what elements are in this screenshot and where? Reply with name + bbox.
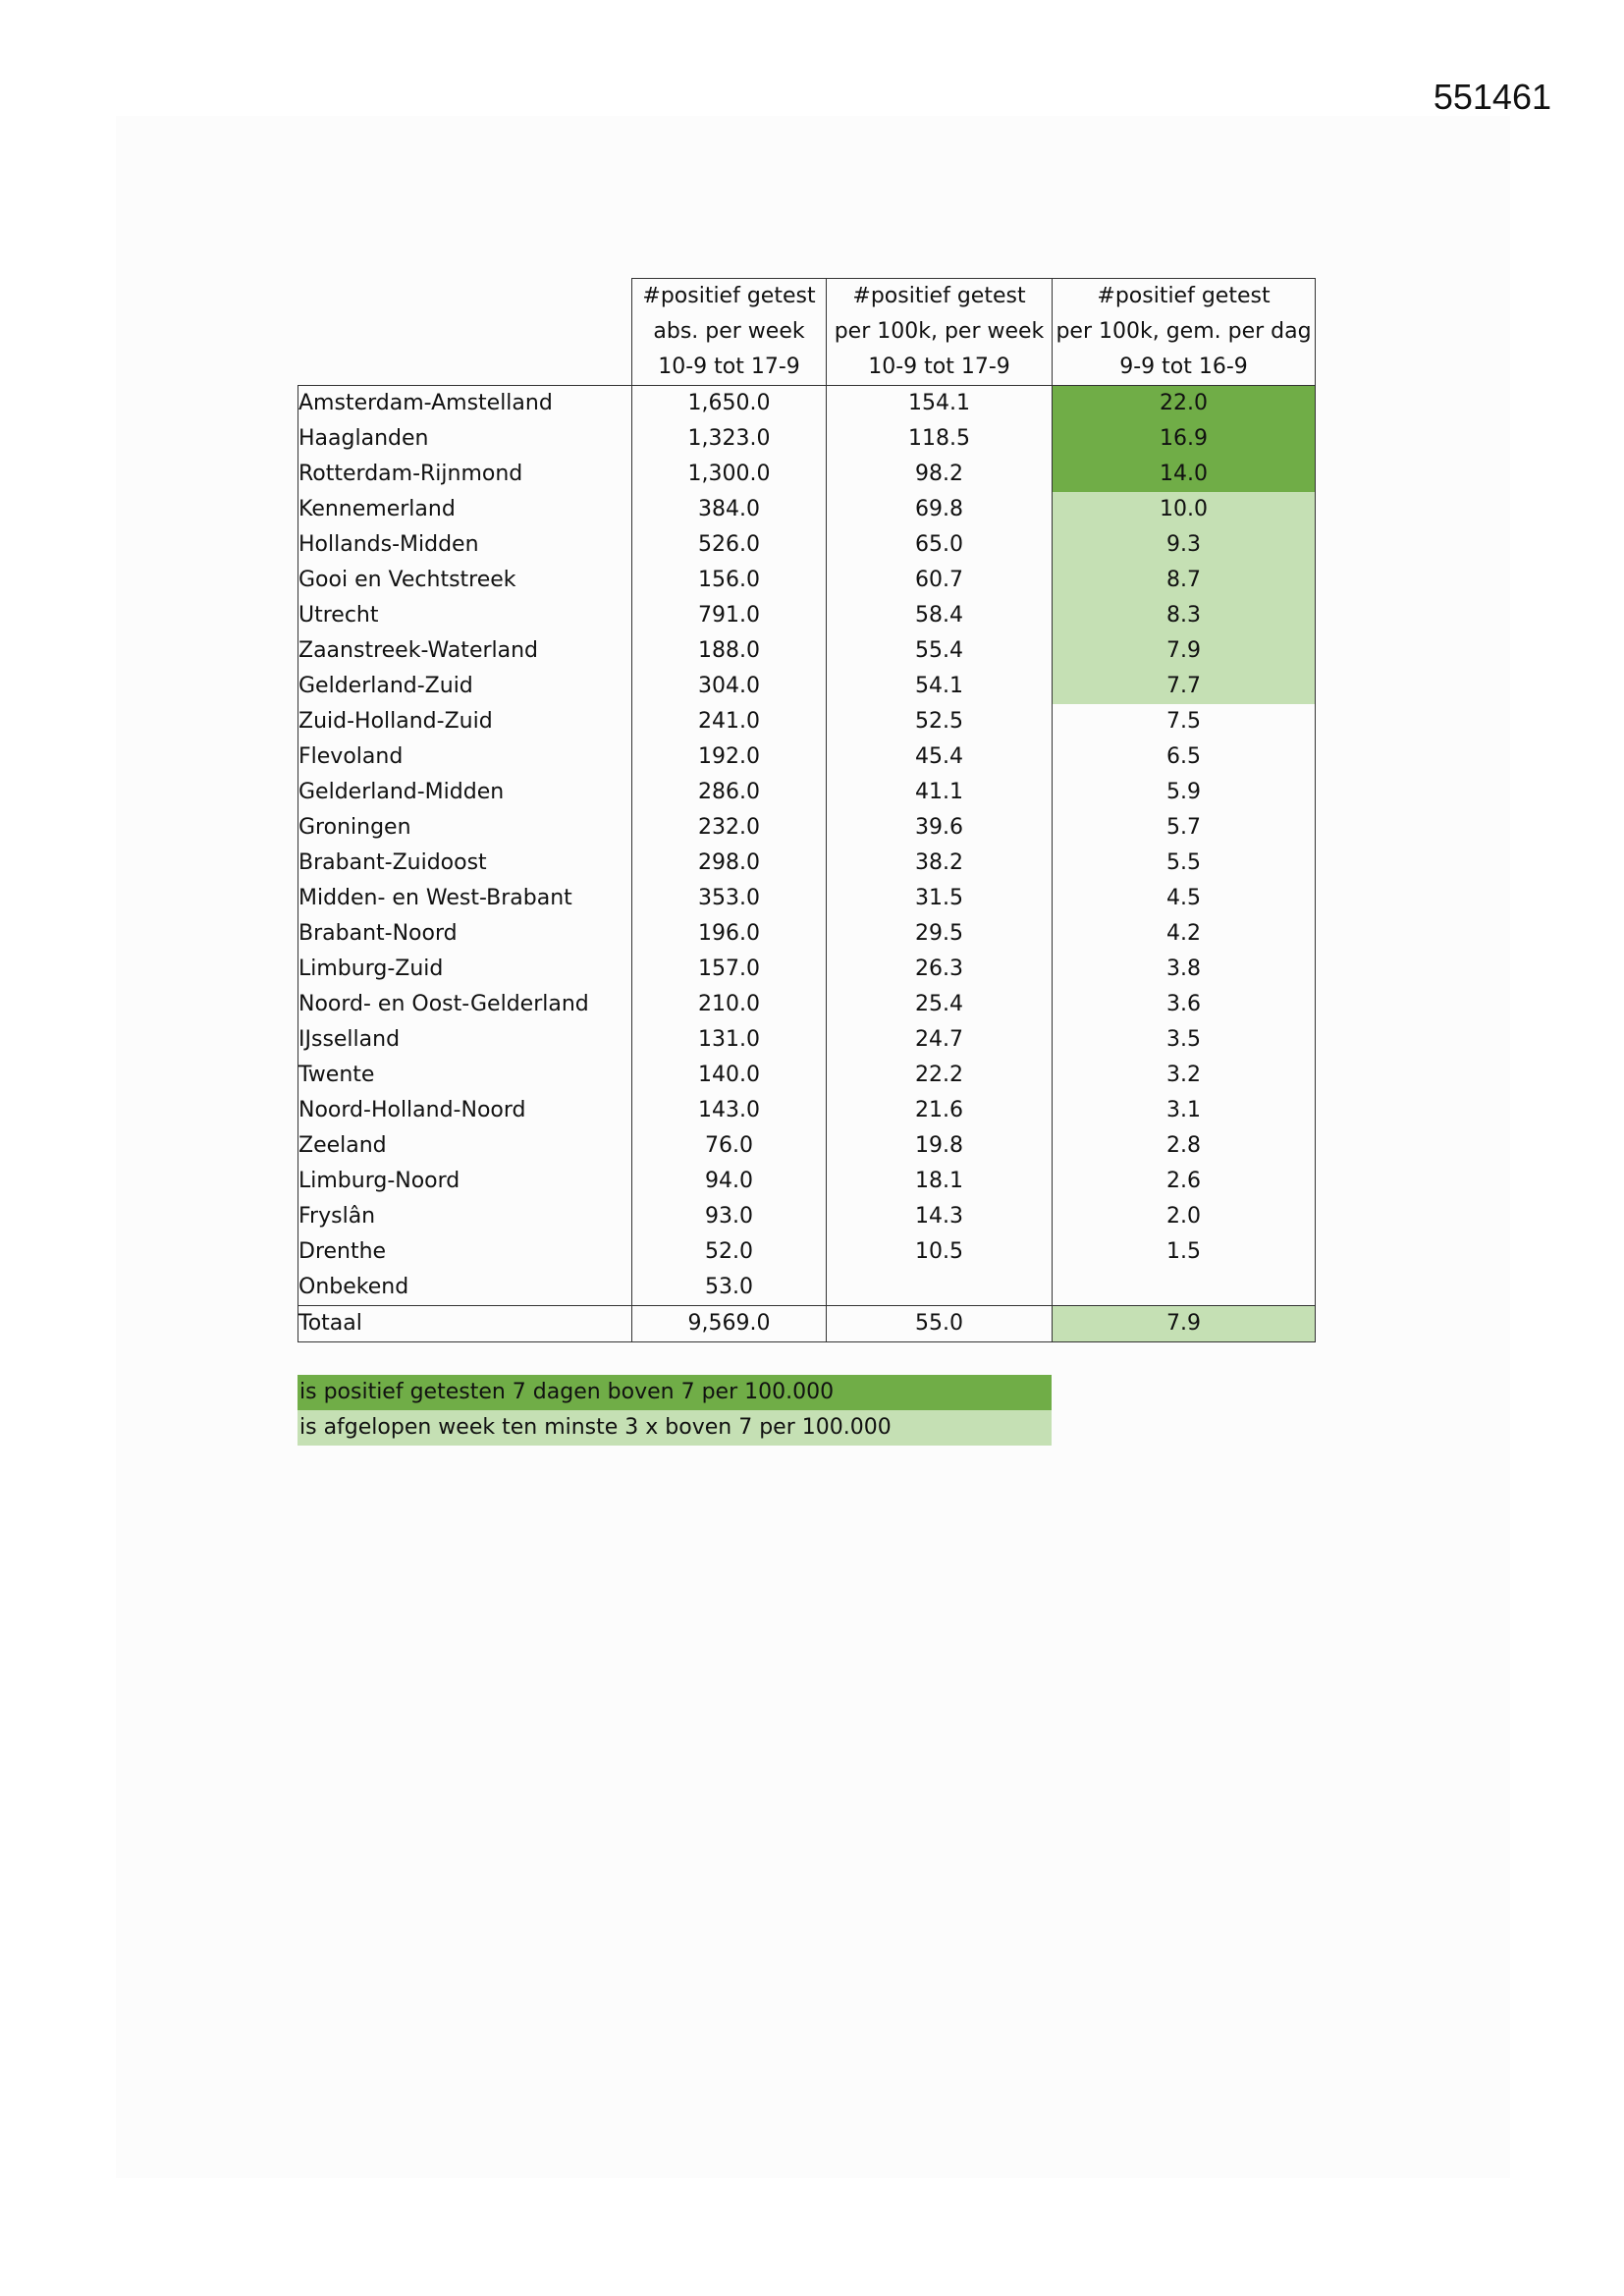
total-row <box>298 1306 1316 1342</box>
table-body <box>298 386 1316 1306</box>
row-per-100k-day: 4.5 <box>1053 881 1316 916</box>
row-region: Kennemerland <box>298 492 632 527</box>
row-per-100k-day: 6.5 <box>1053 739 1316 775</box>
table-row <box>298 704 1316 739</box>
row-per-100k-week: 21.6 <box>827 1093 1053 1128</box>
row-per-100k-day: 5.7 <box>1053 810 1316 846</box>
table-row <box>298 527 1316 563</box>
row-per-100k-day: 8.3 <box>1053 598 1316 633</box>
header-day-line1: #positief getest <box>1053 279 1316 315</box>
row-per-100k-day: 16.9 <box>1053 421 1316 457</box>
row-per-100k-week: 60.7 <box>827 563 1053 598</box>
table-row <box>298 1128 1316 1164</box>
row-abs-per-week: 53.0 <box>632 1270 827 1306</box>
row-per-100k-day: 8.7 <box>1053 563 1316 598</box>
row-per-100k-week: 38.2 <box>827 846 1053 881</box>
table-row <box>298 386 1316 422</box>
header-day-line2: per 100k, gem. per dag <box>1053 314 1316 350</box>
table-row <box>298 987 1316 1022</box>
row-per-100k-week: 154.1 <box>827 386 1053 422</box>
table-row <box>298 1058 1316 1093</box>
table-row <box>298 810 1316 846</box>
row-per-100k-week: 41.1 <box>827 775 1053 810</box>
positive-tests-table <box>298 278 1316 1342</box>
header-week-line2: per 100k, per week <box>827 314 1053 350</box>
row-abs-per-week: 384.0 <box>632 492 827 527</box>
row-region: Zeeland <box>298 1128 632 1164</box>
total-per-100k-day: 7.9 <box>1053 1306 1316 1342</box>
row-per-100k-week: 31.5 <box>827 881 1053 916</box>
row-abs-per-week: 286.0 <box>632 775 827 810</box>
total-label: Totaal <box>298 1306 632 1342</box>
table-row <box>298 1199 1316 1234</box>
row-per-100k-week: 22.2 <box>827 1058 1053 1093</box>
row-per-100k-day: 3.1 <box>1053 1093 1316 1128</box>
row-per-100k-week: 29.5 <box>827 916 1053 952</box>
row-abs-per-week: 131.0 <box>632 1022 827 1058</box>
row-per-100k-week: 58.4 <box>827 598 1053 633</box>
row-per-100k-day: 14.0 <box>1053 457 1316 492</box>
header-day-line3: 9-9 tot 16-9 <box>1053 350 1316 386</box>
row-abs-per-week: 156.0 <box>632 563 827 598</box>
row-abs-per-week: 196.0 <box>632 916 827 952</box>
table-row <box>298 669 1316 704</box>
row-region: Hollands-Midden <box>298 527 632 563</box>
row-region: Utrecht <box>298 598 632 633</box>
row-region: Noord- en Oost-Gelderland <box>298 987 632 1022</box>
table-row <box>298 598 1316 633</box>
total-abs-per-week: 9,569.0 <box>632 1306 827 1342</box>
table-row <box>298 421 1316 457</box>
row-per-100k-day: 1.5 <box>1053 1234 1316 1270</box>
table-row <box>298 846 1316 881</box>
header-abs-line2: abs. per week <box>632 314 827 350</box>
row-per-100k-week: 24.7 <box>827 1022 1053 1058</box>
row-region: Fryslân <box>298 1199 632 1234</box>
table-row <box>298 633 1316 669</box>
header-abs-line3: 10-9 tot 17-9 <box>632 350 827 386</box>
row-region: Limburg-Noord <box>298 1164 632 1199</box>
table-row <box>298 563 1316 598</box>
row-region: Limburg-Zuid <box>298 952 632 987</box>
row-region: Noord-Holland-Noord <box>298 1093 632 1128</box>
row-per-100k-week: 18.1 <box>827 1164 1053 1199</box>
row-per-100k-week <box>827 1270 1053 1306</box>
header-abs-line1: #positief getest <box>632 279 827 315</box>
row-abs-per-week: 1,300.0 <box>632 457 827 492</box>
row-abs-per-week: 140.0 <box>632 1058 827 1093</box>
row-region: Onbekend <box>298 1270 632 1306</box>
row-abs-per-week: 526.0 <box>632 527 827 563</box>
row-region: Gelderland-Midden <box>298 775 632 810</box>
total-per-100k-week: 55.0 <box>827 1306 1053 1342</box>
table-row <box>298 916 1316 952</box>
row-abs-per-week: 353.0 <box>632 881 827 916</box>
row-abs-per-week: 76.0 <box>632 1128 827 1164</box>
row-per-100k-week: 55.4 <box>827 633 1053 669</box>
row-abs-per-week: 1,323.0 <box>632 421 827 457</box>
table-row <box>298 457 1316 492</box>
header-week-line3: 10-9 tot 17-9 <box>827 350 1053 386</box>
table-row <box>298 492 1316 527</box>
row-per-100k-day: 9.3 <box>1053 527 1316 563</box>
row-abs-per-week: 304.0 <box>632 669 827 704</box>
row-region: Amsterdam-Amstelland <box>298 386 632 422</box>
row-abs-per-week: 192.0 <box>632 739 827 775</box>
row-per-100k-day: 5.9 <box>1053 775 1316 810</box>
table-row <box>298 775 1316 810</box>
row-per-100k-day: 2.8 <box>1053 1128 1316 1164</box>
row-per-100k-week: 19.8 <box>827 1128 1053 1164</box>
row-region: Brabant-Noord <box>298 916 632 952</box>
row-abs-per-week: 1,650.0 <box>632 386 827 422</box>
row-per-100k-week: 25.4 <box>827 987 1053 1022</box>
row-per-100k-week: 52.5 <box>827 704 1053 739</box>
row-per-100k-day: 3.5 <box>1053 1022 1316 1058</box>
row-abs-per-week: 232.0 <box>632 810 827 846</box>
legend-item-light: is afgelopen week ten minste 3 x boven 7 per 100.000 <box>298 1410 1052 1446</box>
document-id: 551461 <box>1433 77 1551 117</box>
row-region: Gooi en Vechtstreek <box>298 563 632 598</box>
row-abs-per-week: 94.0 <box>632 1164 827 1199</box>
table-row <box>298 1164 1316 1199</box>
row-per-100k-week: 118.5 <box>827 421 1053 457</box>
row-per-100k-week: 14.3 <box>827 1199 1053 1234</box>
row-region: Flevoland <box>298 739 632 775</box>
legend <box>298 1375 1052 1446</box>
row-per-100k-week: 54.1 <box>827 669 1053 704</box>
table-row <box>298 1270 1316 1306</box>
row-abs-per-week: 52.0 <box>632 1234 827 1270</box>
row-abs-per-week: 188.0 <box>632 633 827 669</box>
row-region: Midden- en West-Brabant <box>298 881 632 916</box>
legend-item-dark: is positief getesten 7 dagen boven 7 per 100.000 <box>298 1375 1052 1410</box>
row-abs-per-week: 210.0 <box>632 987 827 1022</box>
row-region: Zuid-Holland-Zuid <box>298 704 632 739</box>
row-per-100k-week: 45.4 <box>827 739 1053 775</box>
header-corner <box>298 279 632 315</box>
row-per-100k-week: 26.3 <box>827 952 1053 987</box>
row-per-100k-day: 22.0 <box>1053 386 1316 422</box>
row-per-100k-day: 10.0 <box>1053 492 1316 527</box>
header-week-line1: #positief getest <box>827 279 1053 315</box>
row-per-100k-day: 2.0 <box>1053 1199 1316 1234</box>
row-per-100k-day: 4.2 <box>1053 916 1316 952</box>
row-region: Rotterdam-Rijnmond <box>298 457 632 492</box>
row-per-100k-week: 65.0 <box>827 527 1053 563</box>
row-region: Brabant-Zuidoost <box>298 846 632 881</box>
row-abs-per-week: 93.0 <box>632 1199 827 1234</box>
row-per-100k-week: 10.5 <box>827 1234 1053 1270</box>
row-per-100k-week: 69.8 <box>827 492 1053 527</box>
row-per-100k-week: 39.6 <box>827 810 1053 846</box>
row-abs-per-week: 241.0 <box>632 704 827 739</box>
row-per-100k-day: 3.8 <box>1053 952 1316 987</box>
table-row <box>298 1022 1316 1058</box>
row-region: Drenthe <box>298 1234 632 1270</box>
row-region: Groningen <box>298 810 632 846</box>
row-abs-per-week: 791.0 <box>632 598 827 633</box>
table-row <box>298 952 1316 987</box>
row-region: IJsselland <box>298 1022 632 1058</box>
row-region: Twente <box>298 1058 632 1093</box>
row-region: Haaglanden <box>298 421 632 457</box>
row-abs-per-week: 157.0 <box>632 952 827 987</box>
row-per-100k-day: 7.9 <box>1053 633 1316 669</box>
row-abs-per-week: 143.0 <box>632 1093 827 1128</box>
row-per-100k-day: 5.5 <box>1053 846 1316 881</box>
row-per-100k-week: 98.2 <box>827 457 1053 492</box>
row-per-100k-day: 2.6 <box>1053 1164 1316 1199</box>
row-per-100k-day <box>1053 1270 1316 1306</box>
row-region: Zaanstreek-Waterland <box>298 633 632 669</box>
row-per-100k-day: 7.7 <box>1053 669 1316 704</box>
row-region: Gelderland-Zuid <box>298 669 632 704</box>
table-row <box>298 1093 1316 1128</box>
table-row <box>298 739 1316 775</box>
table-row <box>298 1234 1316 1270</box>
table-row <box>298 881 1316 916</box>
row-abs-per-week: 298.0 <box>632 846 827 881</box>
row-per-100k-day: 3.6 <box>1053 987 1316 1022</box>
row-per-100k-day: 3.2 <box>1053 1058 1316 1093</box>
row-per-100k-day: 7.5 <box>1053 704 1316 739</box>
